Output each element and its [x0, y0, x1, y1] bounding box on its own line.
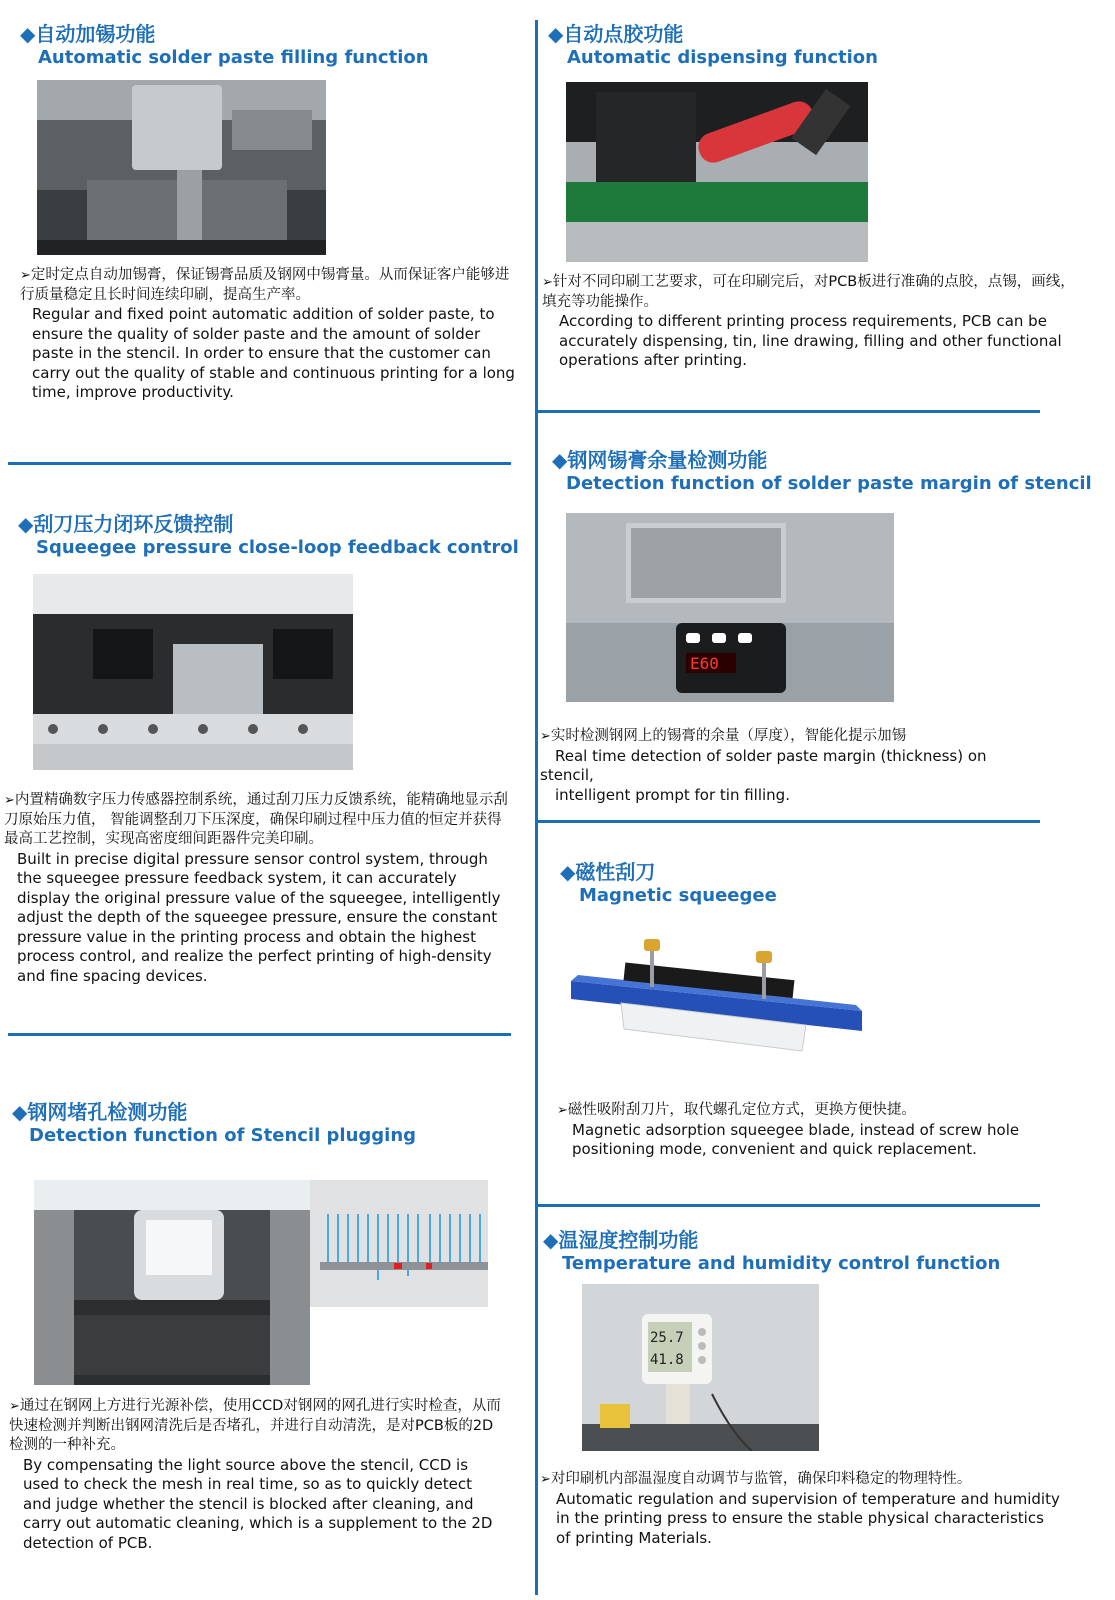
solder-fill-description — [20, 266, 515, 403]
desc-cn — [540, 727, 1060, 747]
sensor-display-value: E60 — [690, 654, 719, 673]
desc-en: Regular and fixed point automatic addition of solder paste, to ensure the quality of solder paste and the amount of solder paste in the stencil. In order to ensure that the customer can carry out the quality of stable and continuous printing for a long time, improve productivity. — [32, 305, 515, 401]
arrow-bullet-icon: ➢ — [540, 729, 551, 744]
desc-cn-text: 通过在钢网上方进行光源补偿，使用CCD对钢网的网孔进行实时检查，从而快速检测并判断出钢网清洗后是否堵孔，并进行自动清洗，是对PCB板的2D检测的一种补充。 — [9, 1398, 501, 1453]
stencil-plugging-photo — [34, 1180, 310, 1385]
desc-cn-text: 对印刷机内部温湿度自动调节与监管，确保印料稳定的物理特性。 — [550, 1471, 972, 1487]
desc-cn — [9, 1397, 504, 1456]
desc-cn — [20, 266, 515, 305]
hygrometer-photo — [582, 1284, 819, 1451]
feature-title-cn — [20, 22, 520, 46]
feature-title-cn — [543, 1228, 1043, 1252]
desc-cn-text: 针对不同印刷工艺要求，可在印刷完后，对PCB板进行准确的点胶，点锡，画线，填充等功能操作。 — [542, 274, 1075, 310]
feature-solder-paste-filling — [20, 22, 520, 70]
desc-en: Automatic regulation and supervision of temperature and humidity in the printing press to ensure the stable physical characteristics of printing Materials. — [556, 1489, 1060, 1547]
humidity-reading: 41.8 — [650, 1352, 684, 1368]
section-divider — [537, 410, 1040, 413]
desc-cn — [557, 1101, 1062, 1121]
desc-cn-text: 内置精确数字压力传感器控制系统，通过刮刀压力反馈系统，能精确地显示刮刀原始压力值， 智能调整刮刀下压深度，确保印刷过程中压力值的恒定并获得最高工艺控制，实现高密度细间距器件完美印刷。 — [4, 792, 508, 847]
feature-title-en: Temperature and humidity control function — [562, 1253, 1001, 1274]
title-cn-text: 磁性刮刀 — [575, 860, 656, 884]
section-divider — [537, 820, 1040, 823]
title-cn-text: 自动点胶功能 — [563, 22, 684, 46]
desc-en-line: Real time detection of solder paste margin (thickness) on — [555, 746, 987, 765]
dispensing-photo — [566, 82, 868, 262]
desc-en-line: stencil, — [540, 766, 594, 784]
desc-cn — [4, 791, 509, 850]
margin-sensor-photo — [566, 513, 894, 702]
diamond-icon: ◆ — [560, 860, 576, 884]
feature-title-cn — [548, 22, 1048, 46]
squeegee-pressure-description — [4, 791, 509, 986]
feature-title-en: Detection function of Stencil plugging — [29, 1125, 417, 1146]
title-cn-text: 温湿度控制功能 — [558, 1228, 699, 1252]
feature-temperature-humidity — [543, 1228, 1043, 1276]
diamond-icon: ◆ — [12, 1100, 28, 1124]
dispensing-description — [542, 273, 1077, 371]
desc-cn-text: 实时检测钢网上的锡膏的余量（厚度），智能化提示加锡 — [550, 728, 907, 744]
feature-title-cn — [12, 1100, 512, 1124]
arrow-bullet-icon: ➢ — [4, 793, 15, 808]
desc-en: According to different printing process requirements, PCB can be accurately dispensing, tin, line drawing, filling and other functional operations after printing. — [559, 312, 1062, 369]
arrow-bullet-icon: ➢ — [557, 1103, 568, 1118]
title-cn-text: 自动加锡功能 — [35, 22, 156, 46]
desc-cn — [542, 273, 1077, 312]
feature-title-cn — [18, 512, 518, 536]
feature-squeegee-pressure — [18, 512, 518, 560]
magnetic-squeegee-description — [557, 1101, 1062, 1160]
diamond-icon: ◆ — [20, 22, 36, 46]
solder-filler-photo — [37, 80, 326, 255]
diamond-icon: ◆ — [548, 22, 564, 46]
title-cn-text: 刮刀压力闭环反馈控制 — [33, 512, 234, 536]
desc-en: Built in precise digital pressure sensor control system, through the squeegee pressure feedback system, it can accurately display the original pressure value of the squeegee, intelligently adjust the depth of the squeegee pressure, ensure the constant pressure value in the printing process and obtain the highest process control, and realize the perfect printing of high-density and fine spacing devices. — [17, 849, 501, 985]
arrow-bullet-icon: ➢ — [540, 1472, 551, 1487]
desc-en-line: intelligent prompt for tin filling. — [555, 785, 790, 804]
arrow-bullet-icon: ➢ — [9, 1399, 20, 1414]
section-divider — [537, 1204, 1040, 1207]
title-cn-text: 钢网锡膏余量检测功能 — [567, 448, 768, 472]
feature-margin-detection — [552, 448, 1092, 496]
section-divider — [8, 1033, 511, 1036]
feature-title-en: Automatic dispensing function — [567, 47, 878, 68]
margin-detection-description — [540, 727, 1060, 805]
stencil-aperture-diagram — [310, 1180, 488, 1307]
title-cn-text: 钢网堵孔检测功能 — [27, 1100, 188, 1124]
feature-title-en: Automatic solder paste filling function — [38, 47, 429, 68]
feature-magnetic-squeegee — [560, 860, 1040, 908]
temperature-humidity-description — [540, 1470, 1060, 1548]
section-divider — [8, 462, 511, 465]
diamond-icon: ◆ — [18, 512, 34, 536]
diamond-icon: ◆ — [552, 448, 568, 472]
diamond-icon: ◆ — [543, 1228, 559, 1252]
desc-cn-text: 定时定点自动加锡膏，保证锡膏品质及钢网中锡膏量。从而保证客户能够进行质量稳定且长时间连续印刷，提高生产率。 — [20, 267, 510, 303]
desc-cn — [540, 1470, 1060, 1490]
feature-title-cn — [552, 448, 1072, 472]
temperature-reading: 25.7 — [650, 1330, 684, 1346]
stencil-plugging-description — [9, 1397, 504, 1553]
desc-en: By compensating the light source above the stencil, CCD is used to check the mesh in real time, so as to quickly detect and judge whether the stencil is blocked after cleaning, and carry out automatic cleaning, which is a supplement to the 2D detection of PCB. — [23, 1455, 493, 1552]
center-divider — [535, 20, 538, 1595]
arrow-bullet-icon: ➢ — [542, 275, 553, 290]
feature-title-cn — [560, 860, 1040, 884]
squeegee-pressure-photo — [33, 574, 353, 770]
desc-en: Magnetic adsorption squeegee blade, instead of screw hole positioning mode, convenient and quick replacement. — [572, 1120, 1020, 1158]
feature-title-en: Squeegee pressure close-loop feedback control — [36, 537, 519, 558]
feature-title-en: Magnetic squeegee — [579, 885, 777, 906]
magnetic-squeegee-photo — [566, 933, 871, 1078]
feature-title-en: Detection function of solder paste margin of stencil — [566, 473, 1092, 494]
feature-dispensing — [548, 22, 1048, 70]
arrow-bullet-icon: ➢ — [20, 268, 31, 283]
desc-cn-text: 磁性吸附刮刀片，取代螺孔定位方式，更换方便快捷。 — [567, 1102, 916, 1118]
feature-stencil-plugging — [12, 1100, 512, 1148]
